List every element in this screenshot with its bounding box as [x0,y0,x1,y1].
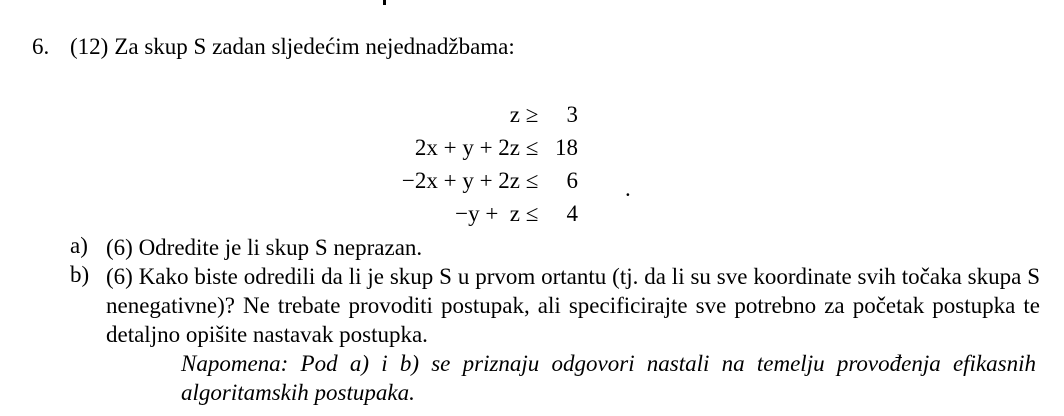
inequality-rhs: 3 [566,102,578,127]
inequality-rhs: 6 [566,168,578,193]
inequality-rhs: 18 [555,135,578,160]
problem-header [32,34,515,60]
part-text: (6) Odredite je li skup S neprazan. [106,235,423,260]
problem-points: (12) [70,34,109,59]
inequality-relation: ≥ [525,102,539,127]
part-label: a) [70,233,88,258]
inequality-relation: ≤ [525,168,539,193]
inequality-lhs: −2x + y + 2z [401,168,520,193]
inequality-relation: ≤ [525,201,539,226]
inequality-relation: ≤ [525,135,539,160]
trailing-period: . [625,176,631,201]
note: Napomena: Pod a) i b) se priznaju odgovori nastali na temelju provođenja efikasnih algoritamskih postupaka. [181,351,1036,405]
inequality-rhs: 4 [566,201,578,226]
part-b [70,262,1040,349]
inequality-lhs: −y + z [455,201,520,226]
problem-intro: Za skup S zadan sljedećim nejednadžbama: [114,34,515,59]
part-text: (6) Kako biste odredili da li je skup S u prvom ortantu (tj. da li su sve koordinate svih točaka skupa S nenegativne)? Ne trebate provoditi postupak, ali specificirajte sve potrebno za početak postupka te detaljno opišite nastavak postupka. [106,264,1040,347]
inequality-4 [444,175,578,227]
part-a [70,233,1040,262]
part-label: b) [70,262,90,287]
top-edge-mark [383,0,386,5]
problem-number: 6. [32,34,50,59]
inequality-lhs: 2x + y + 2z [414,135,520,160]
inequality-lhs: z [509,102,520,127]
